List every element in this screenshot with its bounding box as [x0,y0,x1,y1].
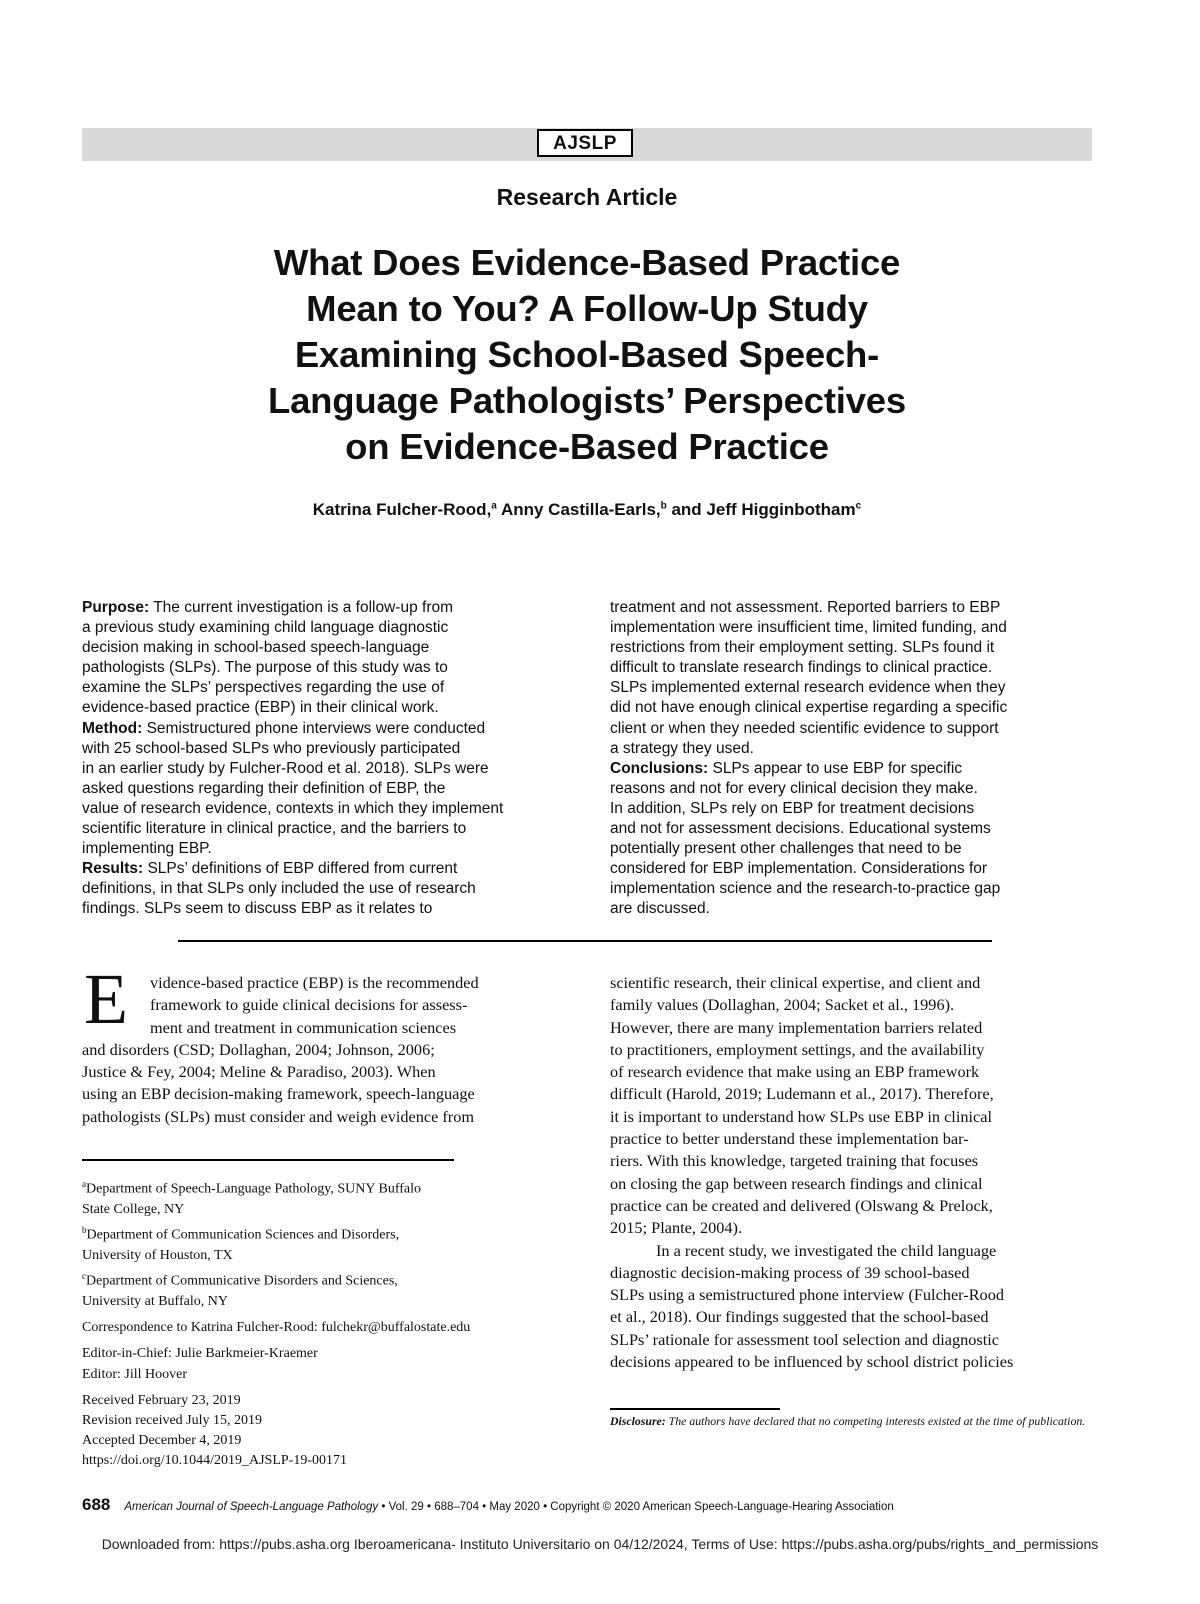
abstract-line: implementing EBP. [82,840,212,858]
body-line: difficult (Harold, 2019; Ludemann et al., 2017). Therefore, [610,1084,994,1104]
author-affiliation-mark: a [491,500,497,512]
abstract-divider [178,940,992,942]
author-affiliation-mark: c [855,500,862,512]
body-line: SLPs using a semistructured phone interview (Fulcher-Rood [610,1285,1004,1305]
abstract-line: treatment and not assessment. Reported barriers to EBP [610,599,1001,616]
abstract-line: SLPs appear to use EBP for specific [708,759,963,777]
abstract-line: Semistructured phone interviews were conducted [142,719,486,737]
body-line: practice to better understand these implementation bar- [610,1129,969,1149]
body-line: family values (Dollaghan, 2004; Sacket et al., 1996). [610,995,955,1015]
correspondence: Correspondence to Katrina Fulcher-Rood: fulchekr@buffalostate.edu [82,1320,471,1336]
journal-name: American Journal of Speech-Language Pathology [124,1501,379,1513]
author-name: and Jeff Higginbotham [671,500,856,519]
abstract-line: SLPs’ definitions of EBP differed from current [143,860,458,878]
abstract-line: client or when they needed scientific evidence to support [610,719,999,737]
page-number: 688 [82,1495,111,1514]
abstract-line: definitions, in that SLPs only included the use of research [82,880,476,898]
abstract-line: restrictions from their employment setting. SLPs found it [610,639,995,657]
abstract-line: a strategy they used. [610,739,754,757]
footnotes [82,1174,572,1472]
body-line: Justice & Fey, 2004; Meline & Paradiso, 2003). When [82,1062,436,1082]
download-notice: Downloaded from: https://pubs.asha.org Iberoamericana- Instituto Universitario on 04/12/2024, Terms of Use: https://pubs.asha.org/pubs/rights_and_permissions [101,1536,1099,1552]
abstract-line: SLPs implemented external research evidence when they [610,679,1006,697]
doi-link[interactable]: https://doi.org/10.1044/2019_AJSLP-19-00171 [82,1453,347,1469]
article-title [170,240,1004,470]
title-line: Examining School-Based Speech- [294,334,880,375]
page-footer [82,1495,1092,1515]
affiliation-text: State College, NY [82,1201,185,1217]
abstract-line: implementation science and the research-to-practice gap [610,880,1001,898]
abstract-conclusions-label: Conclusions: [610,759,709,777]
abstract-line: In addition, SLPs rely on EBP for treatment decisions [610,799,975,817]
abstract-line: evidence-based practice (EBP) in their clinical work. [82,699,439,717]
body-line: 2015; Plante, 2004). [610,1218,743,1238]
author-list [0,500,1174,520]
accepted-date: Accepted December 4, 2019 [82,1433,242,1449]
body-line: diagnostic decision-making process of 39 school-based [610,1262,970,1282]
abstract-left-column [82,598,572,920]
title-line: Mean to You? A Follow-Up Study [306,288,868,329]
abstract-line: considered for EBP implementation. Considerations for [610,860,988,878]
abstract-line: decision making in school-based speech-language [82,639,430,657]
abstract-line: potentially present other challenges that need to be [610,840,962,858]
abstract-line: pathologists (SLPs). The purpose of this study was to [82,659,448,677]
abstract-line: difficult to translate research findings to clinical practice. [610,659,993,677]
abstract-right-column [610,598,1090,920]
affiliation-text: University at Buffalo, NY [82,1293,228,1309]
abstract-line: reasons and not for every clinical decision they make. [610,779,978,797]
body-right-column [610,972,1090,1373]
abstract-line: The current investigation is a follow-up from [149,599,454,616]
abstract-method-label: Method: [82,719,143,737]
drop-cap: E [84,959,128,1039]
body-line: vidence-based practice (EBP) is the recommended [150,973,479,992]
body-line: However, there are many implementation barriers related [610,1017,983,1037]
title-line: Language Pathologists’ Perspectives [267,380,907,421]
body-line: it is important to understand how SLPs use EBP in clinical [610,1106,992,1126]
author-name: Anny Castilla-Earls, [500,500,661,519]
affiliation-text: Department of Speech-Language Pathology, SUNY Buffalo [86,1181,422,1197]
body-line: and disorders (CSD; Dollaghan, 2004; Johnson, 2006; [82,1039,435,1059]
revision-date: Revision received July 15, 2019 [82,1413,263,1428]
title-line: What Does Evidence-Based Practice [273,242,901,283]
body-line: ment and treatment in communication sciences [150,1017,457,1037]
disclosure-text: The authors have declared that no competing interests existed at the time of publication. [665,1414,1086,1428]
body-line: on closing the gap between research findings and clinical [610,1173,983,1193]
body-line: decisions appeared to be influenced by school district policies [610,1352,1014,1372]
disclosure-divider [610,1408,780,1410]
abstract-line: with 25 school-based SLPs who previously participated [82,739,461,757]
author-affiliation-mark: b [660,500,667,512]
abstract-results-label: Results: [82,860,144,878]
body-line: SLPs’ rationale for assessment tool selection and diagnostic [610,1329,1000,1349]
affiliation-mark: c [82,1271,86,1282]
abstract-line: a previous study examining child language diagnostic [82,619,449,637]
affiliation-text: Department of Communication Sciences and Disorders, [86,1227,400,1243]
affiliation-mark: a [82,1179,86,1189]
abstract-line: scientific literature in clinical practice, and the barriers to [82,820,467,838]
footnote-divider [82,1159,454,1161]
abstract-line: examine the SLPs’ perspectives regarding the use of [82,679,445,697]
body-line: to practitioners, employment settings, and the availability [610,1039,985,1059]
abstract-line: did not have enough clinical expertise regarding a specific [610,699,1008,717]
body-line: In a recent study, we investigated the child language [656,1240,997,1260]
article-type: Research Article [496,184,678,210]
journal-badge: AJSLP [537,129,633,157]
affiliation-text: University of Houston, TX [82,1247,233,1263]
abstract-line: asked questions regarding their definition of EBP, the [82,779,446,797]
citation-details: • Vol. 29 • 688–704 • May 2020 • Copyright © 2020 American Speech-Language-Hearing Association [378,1501,894,1513]
abstract-line: and not for assessment decisions. Educational systems [610,820,991,838]
body-line: using an EBP decision-making framework, speech-language [82,1084,475,1104]
editor-in-chief: Editor-in-Chief: Julie Barkmeier-Kraemer [82,1346,318,1362]
abstract-line: are discussed. [610,900,710,918]
body-left-column [82,972,572,1128]
affiliation-text: Department of Communicative Disorders and Sciences, [86,1273,398,1289]
body-line: practice can be created and delivered (Olswang & Prelock, [610,1195,993,1215]
body-line: of research evidence that make using an EBP framework [610,1062,980,1082]
title-line: on Evidence-Based Practice [345,426,829,467]
received-date: Received February 23, 2019 [82,1392,241,1408]
disclosure-label: Disclosure: [610,1414,666,1428]
body-line: scientific research, their clinical expertise, and client and [610,973,981,992]
disclosure [610,1412,1090,1430]
body-line: framework to guide clinical decisions for assess- [150,995,468,1015]
abstract-purpose-label: Purpose: [82,599,150,616]
editor: Editor: Jill Hoover [82,1366,187,1382]
author-name: Katrina Fulcher-Rood, [312,500,492,519]
abstract-line: value of research evidence, contexts in which they implement [82,799,504,817]
body-line: riers. With this knowledge, targeted training that focuses [610,1151,979,1171]
body-line: pathologists (SLPs) must consider and weigh evidence from [82,1106,475,1126]
abstract-line: findings. SLPs seem to discuss EBP as it relates to [82,900,433,918]
abstract-line: in an earlier study by Fulcher-Rood et al. 2018). SLPs were [82,759,489,777]
abstract-line: implementation were insufficient time, limited funding, and [610,619,1007,637]
body-line: et al., 2018). Our findings suggested that the school-based [610,1307,989,1327]
affiliation-mark: b [82,1225,87,1236]
